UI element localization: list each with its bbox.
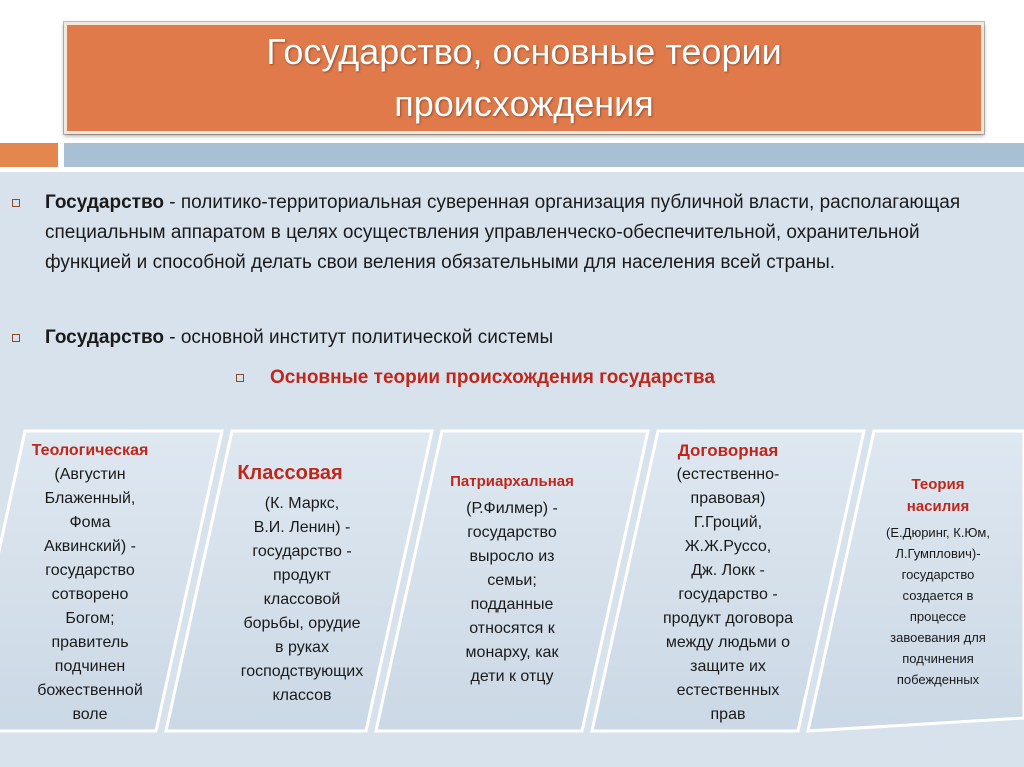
theory-card-violence <box>862 474 1014 690</box>
theory-line: (Р.Филмер) - <box>466 500 558 517</box>
theory-line: воле <box>72 706 108 723</box>
theory-line: прав <box>710 706 746 723</box>
theory-line: Аквинский) - <box>44 538 136 555</box>
theory-line: выросло из <box>469 548 555 565</box>
theory-line: Фома <box>69 514 111 531</box>
theory-line: классовой <box>263 591 341 608</box>
theory-line: господствующих <box>240 663 364 680</box>
theory-name: Теологическая <box>31 442 149 459</box>
definition-text: - политико-территориальная суверенная организация публичной власти, располагающая специальным аппаратом в целях осуществления управленческо-обеспечительной, охранительной функцией и способной делать свои веления обязательными для населения всей страны. <box>45 192 961 273</box>
theory-line: правитель <box>51 634 129 651</box>
theory-line: (К. Маркс, <box>264 495 340 512</box>
theory-line: государство - <box>252 543 352 560</box>
theory-line: государство <box>901 567 975 582</box>
theory-line: семьи; <box>487 572 537 589</box>
theory-line: В.И. Ленин) - <box>253 519 351 536</box>
theory-card-contract <box>642 439 814 727</box>
theory-line: завоевания для <box>890 630 986 645</box>
theory-line: государство <box>467 524 557 541</box>
theory-card-theological <box>14 439 166 727</box>
theory-name: Патриархальная <box>450 473 574 490</box>
theory-line: Г.Гроций, <box>693 514 763 531</box>
theory-name: Теория <box>911 476 965 493</box>
theory-line: между людьми о <box>665 634 791 651</box>
definition-term: Государство <box>45 192 164 213</box>
theory-line: защите их <box>690 658 766 675</box>
page-title: Государство, основные теории происхождения <box>266 31 782 124</box>
theory-line: подданные <box>470 596 554 613</box>
theory-line: Дж. Локк - <box>691 562 765 579</box>
theory-name: Договорная <box>677 441 779 460</box>
theory-line: классов <box>272 687 332 704</box>
theory-line: монарху, как <box>465 644 559 661</box>
theory-line: сотворено <box>51 586 129 603</box>
theory-line: дети к отцу <box>470 668 554 685</box>
theory-name: Классовая <box>237 462 343 484</box>
theory-line: побежденных <box>896 672 980 687</box>
theory-line: Л.Гумплович)- <box>895 546 981 561</box>
theory-line: подчинения <box>902 651 974 666</box>
theory-line: (Августин <box>54 466 126 483</box>
theory-line: правовая) <box>690 490 766 507</box>
definition-text: - основной институт политической системы <box>163 327 554 348</box>
theory-line: продукт <box>273 567 331 584</box>
theory-name: насилия <box>906 498 970 515</box>
theory-line: относятся к <box>469 620 555 637</box>
theory-line: Ж.Ж.Руссо, <box>684 538 772 555</box>
theory-line: (Е.Дюринг, К.Юм, <box>886 525 990 540</box>
theory-line: в руках <box>275 639 329 656</box>
theory-line: государство <box>45 562 135 579</box>
theory-line: создается в <box>902 588 974 603</box>
theory-line: государство - <box>678 586 778 603</box>
theory-line: процессе <box>909 609 967 624</box>
theory-line: борьбы, орудие <box>243 615 361 632</box>
theory-line: естественных <box>676 682 780 699</box>
theory-line: продукт договора <box>662 610 794 627</box>
theory-card-class <box>222 458 382 708</box>
theory-line: Богом; <box>65 610 115 627</box>
theory-line: подчинен <box>54 658 126 675</box>
theory-line: Блаженный, <box>44 490 136 507</box>
theory-card-patriarchal <box>432 471 592 689</box>
definition-term: Государство <box>45 327 164 348</box>
theory-line: божественной <box>37 682 143 699</box>
theories-subheading: Основные теории происхождения государства <box>236 363 715 393</box>
theory-line: (естественно- <box>676 466 780 483</box>
